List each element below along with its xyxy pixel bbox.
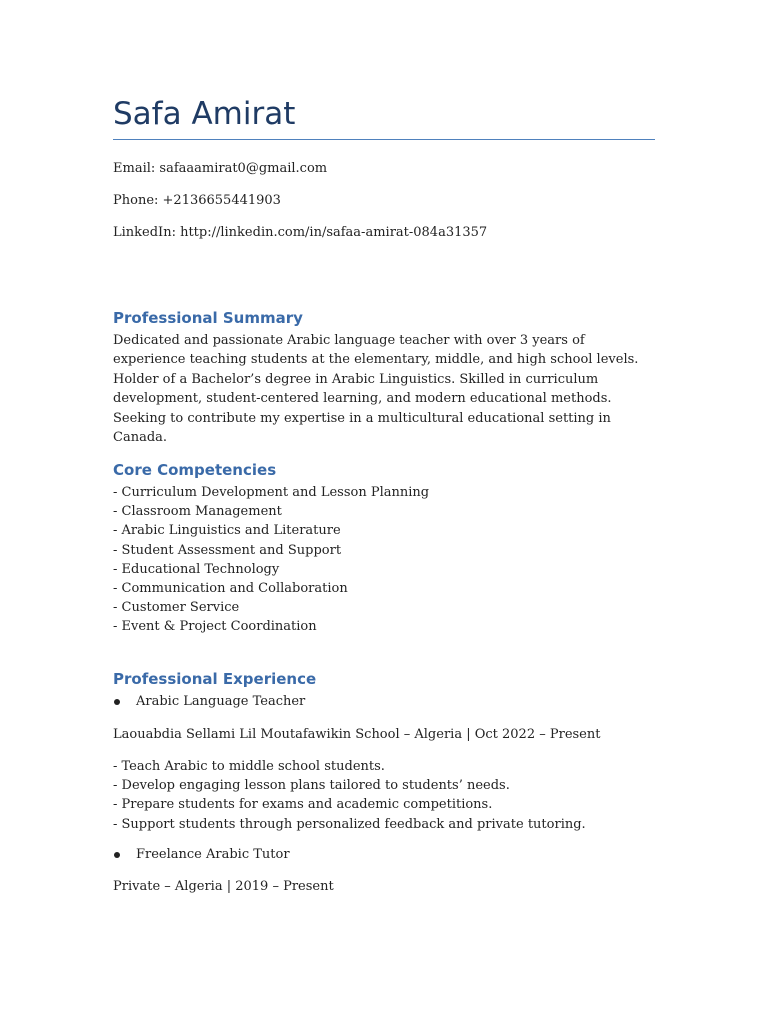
job-title-row [113,846,290,863]
phone-line: Phone: +2136655441903 [113,193,281,208]
list-item: - Prepare students for exams and academic competitions. [113,797,493,813]
summary-heading: Professional Summary [113,309,303,327]
job-title: Freelance Arabic Tutor [136,847,290,862]
experience-heading: Professional Experience [113,670,317,688]
job-org: Private – Algeria | 2019 – Present [113,879,334,894]
bullet-icon [114,852,120,858]
competencies-heading: Core Competencies [113,461,277,479]
job-duties [113,757,586,834]
list-item: - Customer Service [113,600,240,616]
list-item: - Curriculum Development and Lesson Planning [113,485,430,500]
candidate-name: Safa Amirat [113,96,296,132]
list-item: - Communication and Collaboration [113,581,348,597]
email-line: Email: safaaamirat0@gmail.com [113,161,328,176]
summary-text: Dedicated and passionate Arabic language teacher with over 3 years of experience teaching students at the elementary, middle, and high school levels. Holder of a Bachelor’s degree in Arabic Linguistics. Skilled in curriculum development, student-centered learning, and modern educational methods. Seeking to contribute my expertise in a multicultural educational setting in Canada. [113,333,639,446]
list-item: - Teach Arabic to middle school students. [113,759,385,774]
list-item: - Educational Technology [113,561,280,577]
title-divider [113,139,655,140]
list-item: - Develop engaging lesson plans tailored to students’ needs. [113,778,510,794]
list-item: - Support students through personalized feedback and private tutoring. [113,816,586,832]
job-org: Laouabdia Sellami Lil Moutafawikin School – Algeria | Oct 2022 – Present [113,727,601,742]
bullet-icon [114,699,120,705]
job-title: Arabic Language Teacher [136,694,306,709]
list-item: - Student Assessment and Support [113,542,342,558]
competencies-list [113,483,429,637]
list-item: - Arabic Linguistics and Literature [113,523,341,539]
list-item: - Event & Project Coordination [113,619,317,635]
job-title-row [113,693,305,710]
linkedin-line: LinkedIn: http://linkedin.com/in/safaa-amirat-084a31357 [113,225,488,240]
list-item: - Classroom Management [113,504,282,520]
